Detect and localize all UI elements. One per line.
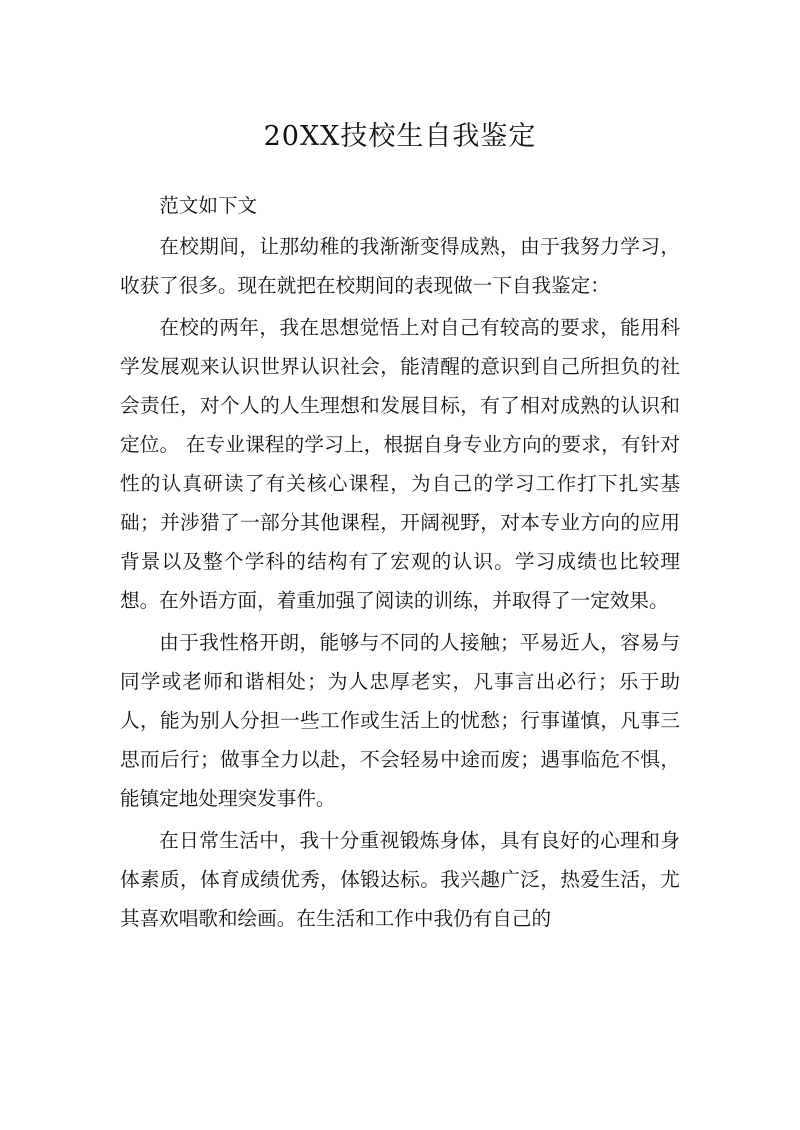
paragraph-1: 在校期间，让那幼稚的我渐渐变得成熟，由于我努力学习，收获了很多。现在就把在校期间的表现做一下自我鉴定：: [120, 235, 680, 297]
document-body: [120, 186, 680, 941]
paragraph-4: 在日常生活中，我十分重视锻炼身体，具有良好的心理和身体素质，体育成绩优秀，体锻达标。我兴趣广泛，热爱生活，尤其喜欢唱歌和绘画。在生活和工作中我仍有自己的: [120, 829, 680, 930]
paragraph-3: 由于我性格开朗，能够与不同的人接触；平易近人，容易与同学或老师和谐相处；为人忠厚老实，凡事言出必行；乐于助人，能为别人分担一些工作或生活上的忧愁；行事谨慎，凡事三思而后行；做事全力以赴，不会轻易中途而废；遇事临危不惧，能镇定地处理突发事件。: [120, 631, 680, 810]
paragraph-2: 在校的两年，我在思想觉悟上对自己有较高的要求，能用科学发展观来认识世界认识社会，能清醒的意识到自己所担负的社会责任，对个人的人生理想和发展目标，有了相对成熟的认识和定位。 在专业课程的学习上，根据自身专业方向的要求，有针对性的认真研读了有关核心课程，为自己的学习工作打下扎实基础；并涉猎了一部分其他课程，开阔视野，对本专业方向的应用背景以及整个学科的结构有了宏观的认识。学习成绩也比较理想。在外语方面，着重加强了阅读的训练，并取得了一定效果。: [120, 316, 680, 612]
document-title: 20XX技校生自我鉴定: [263, 121, 537, 153]
intro-line: 范文如下文: [159, 194, 258, 217]
